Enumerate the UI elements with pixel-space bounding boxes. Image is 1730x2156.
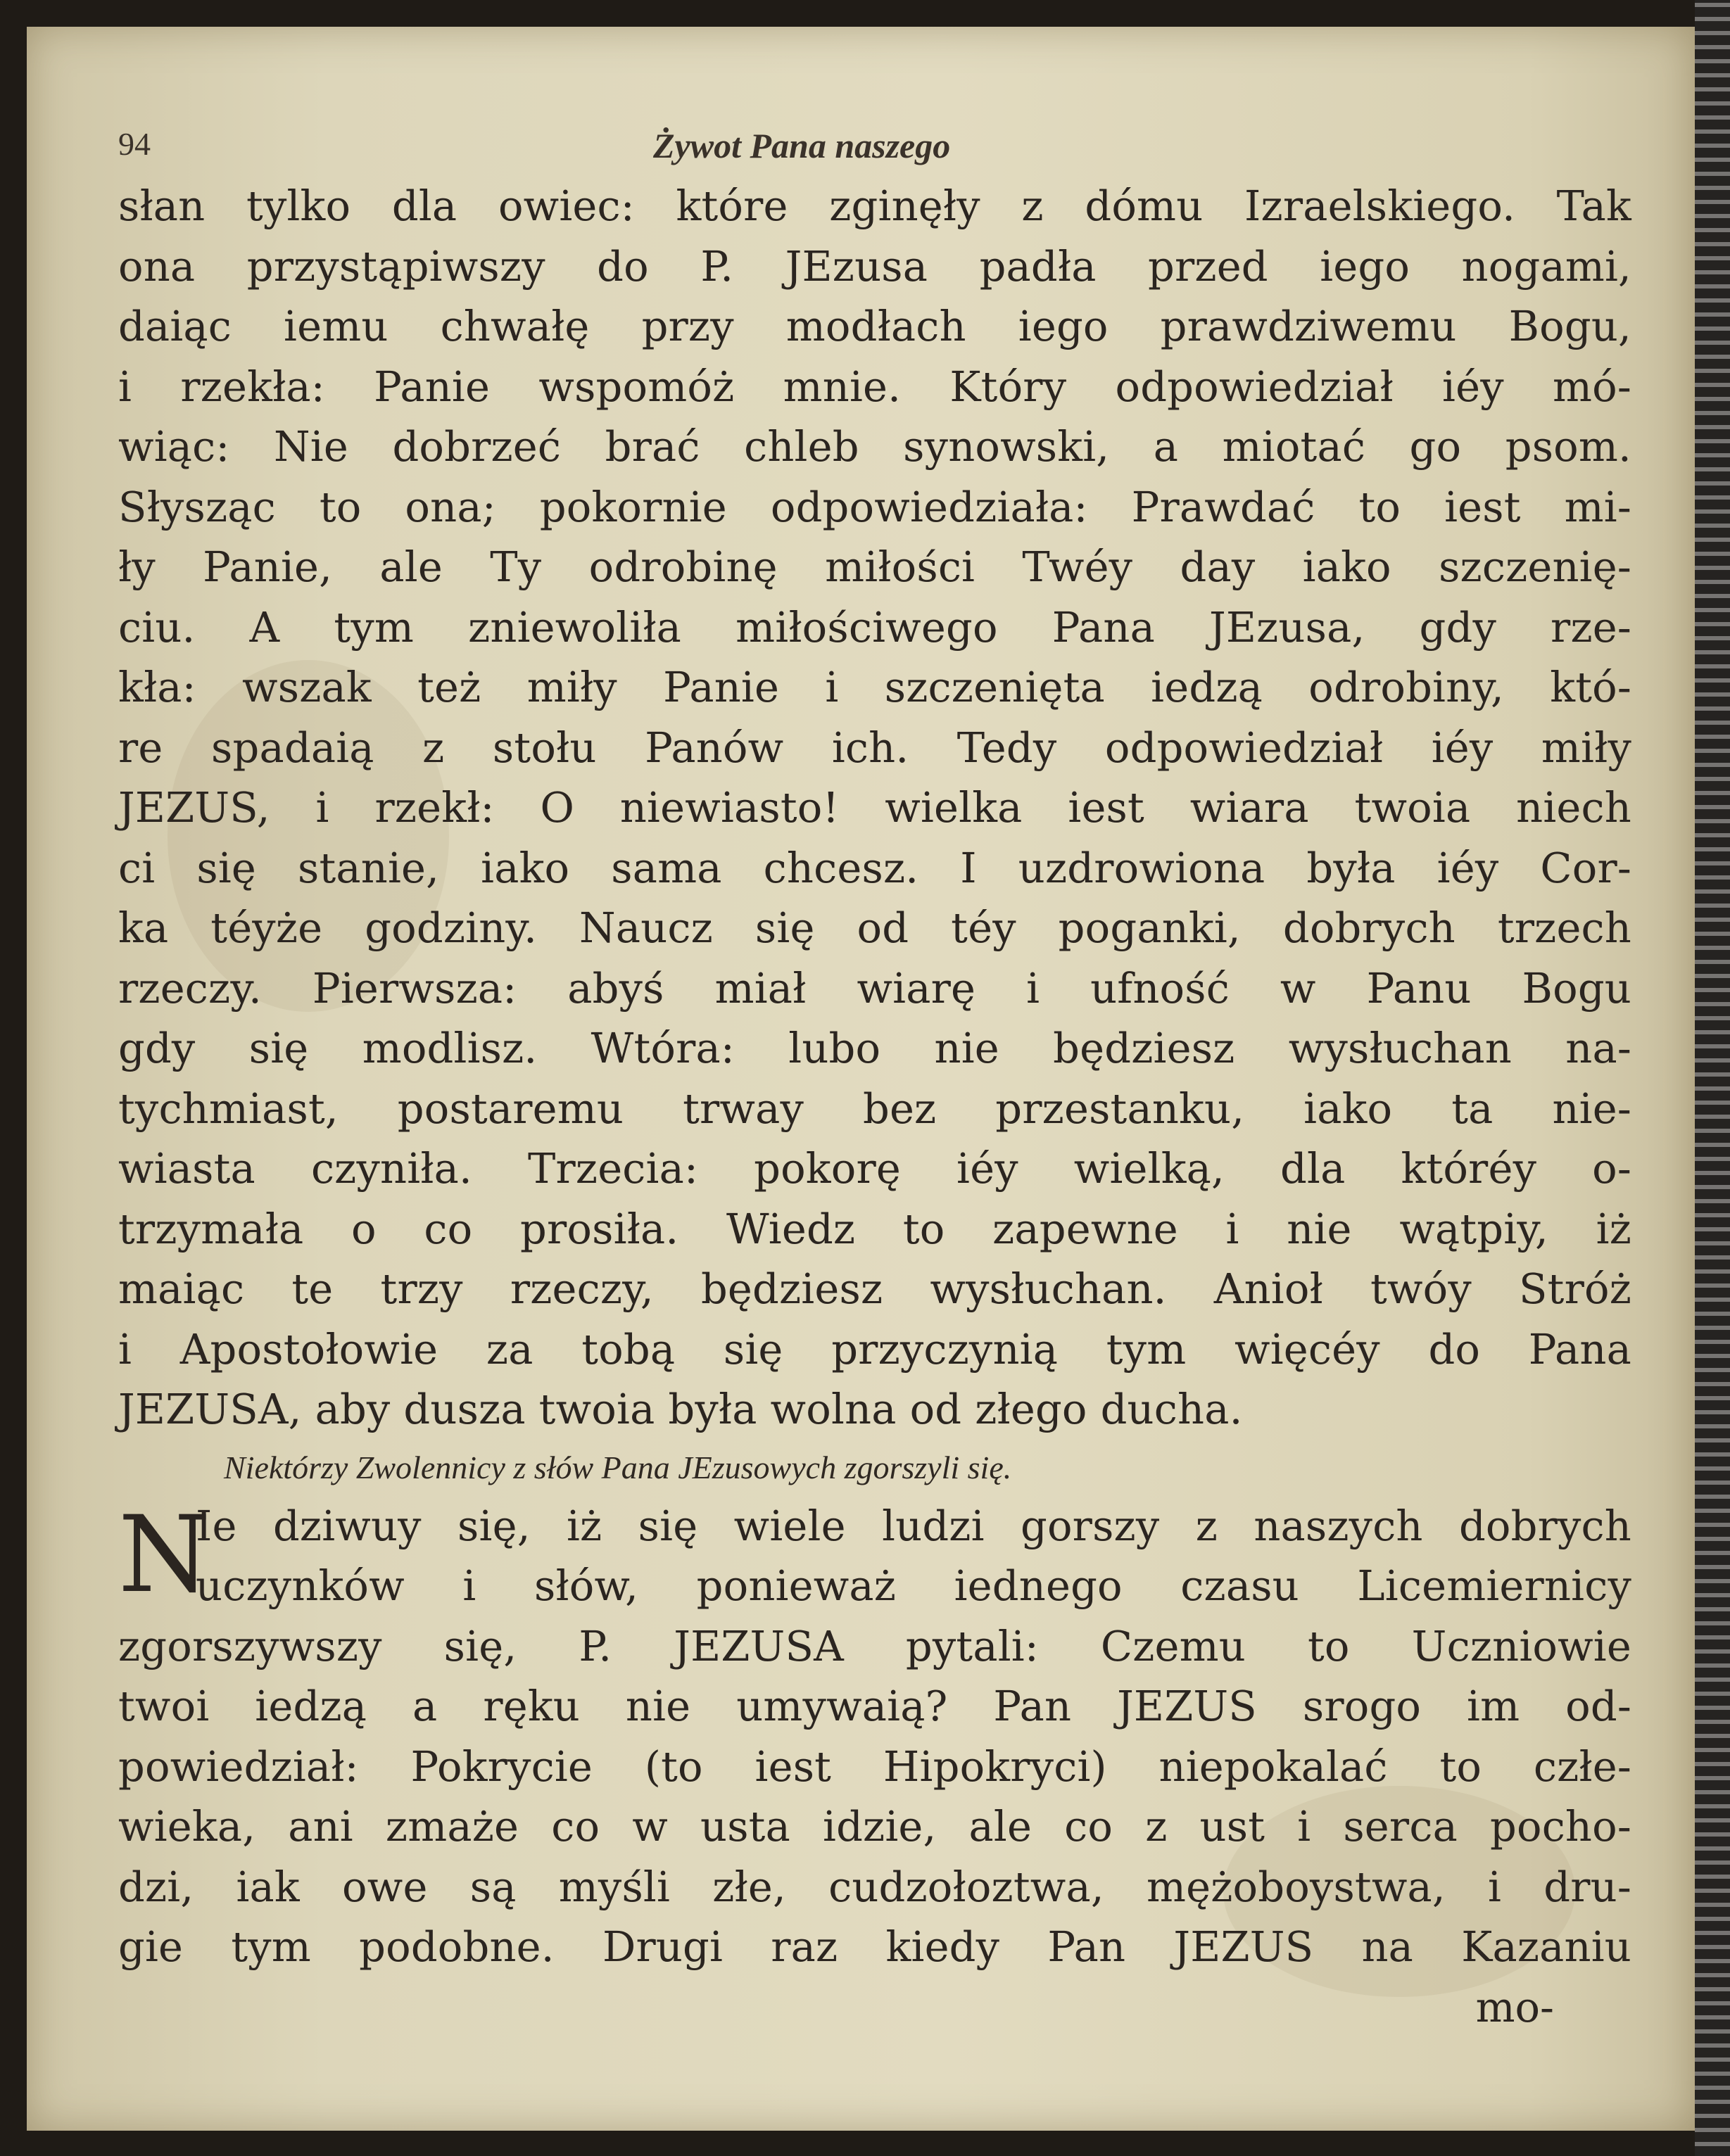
text-line: tychmiast, postaremu trway bez przestanku, iako ta nie-	[118, 1084, 1631, 1133]
text-line: ły Panie, ale Ty odrobinę miłości Twéy day iako szczenię-	[118, 543, 1631, 591]
text-line: Ie dziwuy się, iż się wiele ludzi gorszy z naszych dobrych	[196, 1501, 1631, 1550]
page-text	[118, 125, 1631, 2037]
text-line: zgorszywszy się, P. JEZUSA pytali: Czemu to Uczniowie	[118, 1621, 1631, 1670]
text-line: Słysząc to ona; pokornie odpowiedziała: Prawdać to iest mi-	[118, 482, 1631, 531]
text-line: ci się stanie, iako sama chcesz. I uzdrowiona była iéy Cor-	[118, 843, 1631, 892]
color-checker-edge	[1695, 0, 1730, 2156]
page-number: 94	[118, 126, 151, 162]
running-title: Żywot Pana naszego	[653, 126, 951, 165]
text-line: wiąc: Nie dobrzeć brać chleb synowski, a miotać go psom.	[118, 422, 1631, 471]
drop-cap: N	[118, 1493, 211, 1616]
text-line: re spadaią z stołu Panów ich. Tedy odpowiedział iéy miły	[118, 723, 1631, 772]
text-line: i rzekła: Panie wspomóż mnie. Który odpowiedział iéy mó-	[118, 362, 1631, 411]
text-line: daiąc iemu chwałę przy modłach iego prawdziwemu Bogu,	[118, 302, 1631, 350]
text-line: maiąc te trzy rzeczy, będziesz wysłuchan. Anioł twóy Stróż	[118, 1264, 1631, 1313]
text-line: trzymała o co prosiła. Wiedz to zapewne i nie wątpiy, iż	[118, 1204, 1631, 1253]
text-line: gie tym podobne. Drugi raz kiedy Pan JEZUS na Kazaniu	[118, 1922, 1631, 1971]
section-heading: Niektórzy Zwolennicy z słów Pana JEzusowych zgorszyli się.	[224, 1449, 1012, 1485]
text-line: słan tylko dla owiec: które zginęły z dómu Izraelskiego. Tak	[118, 182, 1631, 230]
text-line: uczynków i słów, ponieważ iednego czasu Licemiernicy	[196, 1561, 1631, 1610]
text-line: ciu. A tym zniewoliła miłościwego Pana JEzusa, gdy rze-	[118, 602, 1631, 652]
text-line: gdy się modlisz. Wtóra: lubo nie będziesz wysłuchan na-	[118, 1024, 1631, 1072]
text-line: dzi, iak owe są myśli złe, cudzołoztwa, mężoboystwa, i dru-	[118, 1862, 1631, 1911]
text-line: i Apostołowie za tobą się przyczynią tym więcéy do Pana	[118, 1324, 1631, 1374]
text-line: powiedział: Pokrycie (to iest Hipokryci) niepokalać to człe-	[118, 1742, 1631, 1791]
text-line: ka téyże godziny. Naucz się od téy poganki, dobrych trzech	[118, 903, 1631, 952]
text-line: JEZUS, i rzekł: O niewiasto! wielka iest wiara twoia niech	[118, 783, 1631, 832]
text-line: ona przystąpiwszy do P. JEzusa padła przed iego nogami,	[118, 241, 1631, 291]
catchword: mo-	[1475, 1982, 1554, 2031]
text-line: wieka, ani zmaże co w usta idzie, ale co z ust i serca pocho-	[118, 1802, 1631, 1851]
paragraph-1	[118, 176, 1631, 1440]
text-line: JEZUSA, aby dusza twoia była wolna od złego ducha.	[118, 1385, 1243, 1433]
paragraph-2	[118, 1493, 1631, 1977]
text-line: rzeczy. Pierwsza: abyś miał wiarę i ufność w Panu Bogu	[118, 963, 1631, 1013]
running-head	[118, 125, 1631, 176]
text-line: kła: wszak też miły Panie i szczenięta iedzą odrobiny, któ-	[118, 663, 1631, 711]
book-page	[27, 27, 1695, 2131]
text-line: wiasta czyniła. Trzecia: pokorę iéy wielką, dla któréy o-	[118, 1144, 1631, 1193]
text-line: twoi iedzą a ręku nie umywaią? Pan JEZUS srogo im od-	[118, 1682, 1631, 1730]
